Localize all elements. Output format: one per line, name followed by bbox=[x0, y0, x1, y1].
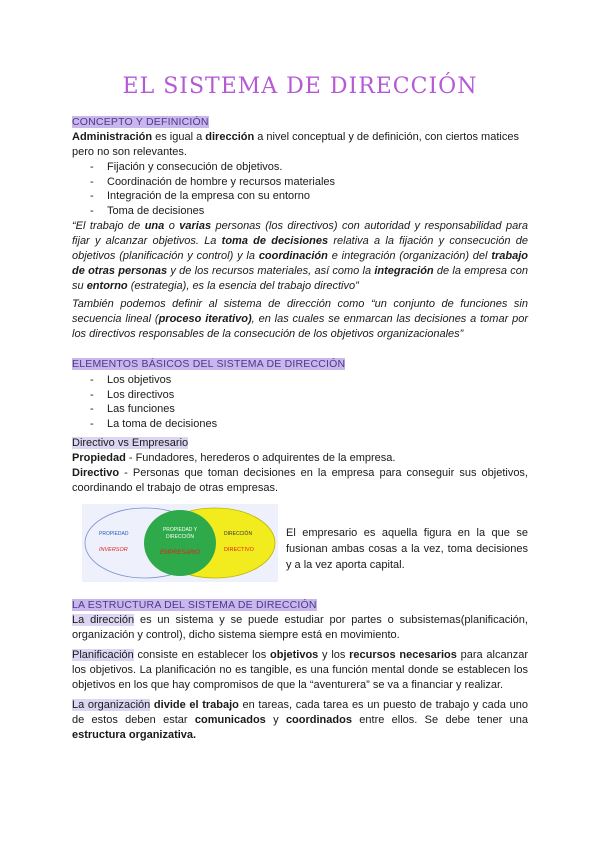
label-empresario: EMPRESARIO bbox=[159, 550, 201, 556]
section-heading-text: LA ESTRUCTURA DEL SISTEMA DE DIRECCIÓN bbox=[72, 599, 317, 611]
text-run: de la empresa con su bbox=[72, 265, 528, 292]
directivo-paragraph bbox=[72, 466, 528, 496]
bold-term: recursos necesarios bbox=[349, 649, 457, 661]
text-run: entre ellos. Se debe tener una bbox=[351, 714, 528, 726]
text-run: en tareas, cada tarea es un puesto de trabajo y cada uno de estos deben estar bbox=[72, 699, 528, 726]
bold-term: estructura organizativa. bbox=[72, 729, 197, 741]
list-item: - La toma de decisiones bbox=[90, 417, 217, 432]
section-heading-concepto bbox=[72, 116, 209, 128]
concepto-list bbox=[90, 160, 335, 218]
section-heading-text: CONCEPTO Y DEFINICIÓN bbox=[72, 116, 209, 128]
text-run: (estrategia), es la esencia del trabajo directivo” bbox=[127, 280, 359, 292]
venn-diagram bbox=[82, 504, 278, 582]
middle-circle bbox=[144, 510, 216, 576]
list-item: - Integración de la empresa con su entorno bbox=[90, 189, 335, 204]
definition-quote bbox=[72, 219, 528, 294]
label-direccion-mid: DIRECCIÓN bbox=[165, 534, 195, 540]
empresario-paragraph: El empresario es aquella figura en la que se fusionan ambas cosas a la vez, toma decisiones y a la vez aporta capital. bbox=[286, 527, 528, 571]
list-item: - Las funciones bbox=[90, 402, 217, 417]
text-run: es igual a bbox=[152, 131, 206, 143]
highlighted-term: Planificación bbox=[72, 649, 134, 661]
label-directivo: DIRECTIVO bbox=[224, 547, 254, 553]
subheading-text: Directivo vs Empresario bbox=[72, 437, 189, 449]
bold-term: divide el trabajo bbox=[153, 699, 239, 711]
text-run: También podemos definir al sistema de dirección como “un conjunto de funciones sin secuencia lineal ( bbox=[72, 298, 528, 325]
direccion-paragraph bbox=[72, 613, 528, 643]
venn-svg bbox=[82, 504, 278, 582]
label-inversor: INVERSOR bbox=[99, 547, 128, 553]
text-run: - Personas que toman decisiones en la empresa para conseguir sus objetivos, coordinando el trabajo de otras empresas. bbox=[72, 467, 528, 494]
bold-term: Administración bbox=[72, 131, 153, 143]
elementos-list bbox=[90, 373, 217, 431]
text-run: y bbox=[265, 714, 286, 726]
label-propiedad-y: PROPIEDAD Y bbox=[162, 527, 198, 533]
organizacion-paragraph bbox=[72, 698, 528, 743]
list-item: - Fijación y consecución de objetivos. bbox=[90, 160, 335, 175]
section-heading-elementos bbox=[72, 358, 345, 370]
text-run: e integración (organización) del bbox=[327, 250, 492, 262]
bold-term: trabajo de otras personas bbox=[72, 250, 528, 277]
text-run: o bbox=[164, 220, 180, 232]
definition-quote-2 bbox=[72, 297, 528, 342]
concepto-paragraph bbox=[72, 130, 528, 160]
text-run: - Fundadores, herederos o adquirentes de la empresa. bbox=[125, 452, 396, 464]
highlighted-term: La dirección bbox=[72, 614, 135, 626]
text-run: a nivel conceptual y de definición, con ciertos matices pero no son relevantes. bbox=[72, 131, 519, 158]
list-item: - Los directivos bbox=[90, 388, 217, 403]
bold-term: dirección bbox=[205, 131, 255, 143]
bold-term: una bbox=[144, 220, 165, 232]
propiedad-line bbox=[72, 451, 528, 466]
section-heading-estructura bbox=[72, 599, 317, 611]
text-run: “El trabajo de bbox=[72, 220, 145, 232]
list-item: - Toma de decisiones bbox=[90, 204, 335, 219]
page-title: EL SISTEMA DE DIRECCIÓN bbox=[122, 74, 478, 99]
text-run: personas (los directivos) con autoridad y responsabilidad para fijar y alcanzar objetivos. La bbox=[72, 220, 528, 247]
list-item: - Coordinación de hombre y recursos materiales bbox=[90, 175, 335, 190]
label-propiedad: PROPIEDAD bbox=[99, 531, 129, 537]
bold-term: comunicados bbox=[194, 714, 266, 726]
bold-term: coordinación bbox=[258, 250, 328, 262]
bold-term: toma de decisiones bbox=[221, 235, 329, 247]
section-heading-text: ELEMENTOS BÁSICOS DEL SISTEMA DE DIRECCIÓN bbox=[72, 358, 346, 370]
planificacion-paragraph bbox=[72, 648, 528, 693]
text-run: y de los recursos materiales, así como la bbox=[167, 265, 375, 277]
bold-term: coordinados bbox=[285, 714, 352, 726]
list-item: - Los objetivos bbox=[90, 373, 217, 388]
bold-term: varias bbox=[179, 220, 212, 232]
text-run: consiste en establecer los bbox=[133, 649, 270, 661]
bold-term: entorno bbox=[86, 280, 128, 292]
text-run: es un sistema y se puede estudiar por partes o subsistemas(planificación, organización y control), dicho sistema siempre está en movimiento. bbox=[72, 614, 528, 641]
text-run: relativa a la fijación y consecución de objetivos (planificación y control) y la bbox=[72, 235, 528, 262]
text-run: , en las cuales se enmarcan las decisiones a tomar por los directivos responsables de la consecución de los objetivos organizacionales” bbox=[72, 313, 528, 340]
text-run: para alcanzar los objetivos. La planificación no es tangible, es una función mental donde se establecen los objetivos en los que hay compromisos de que la “aventurera” se va a financiar y realizar. bbox=[72, 649, 528, 691]
bold-term: Directivo bbox=[72, 467, 120, 479]
highlighted-term: La organización bbox=[72, 699, 151, 711]
bold-term: proceso iterativo) bbox=[158, 313, 252, 325]
label-direccion-right: DIRECCIÓN bbox=[224, 531, 253, 537]
bold-term: objetivos bbox=[270, 649, 319, 661]
subheading-directivo-empresario bbox=[72, 436, 528, 451]
bold-term: Propiedad bbox=[72, 452, 126, 464]
bold-term: integración bbox=[374, 265, 434, 277]
text-run: y los bbox=[318, 649, 350, 661]
